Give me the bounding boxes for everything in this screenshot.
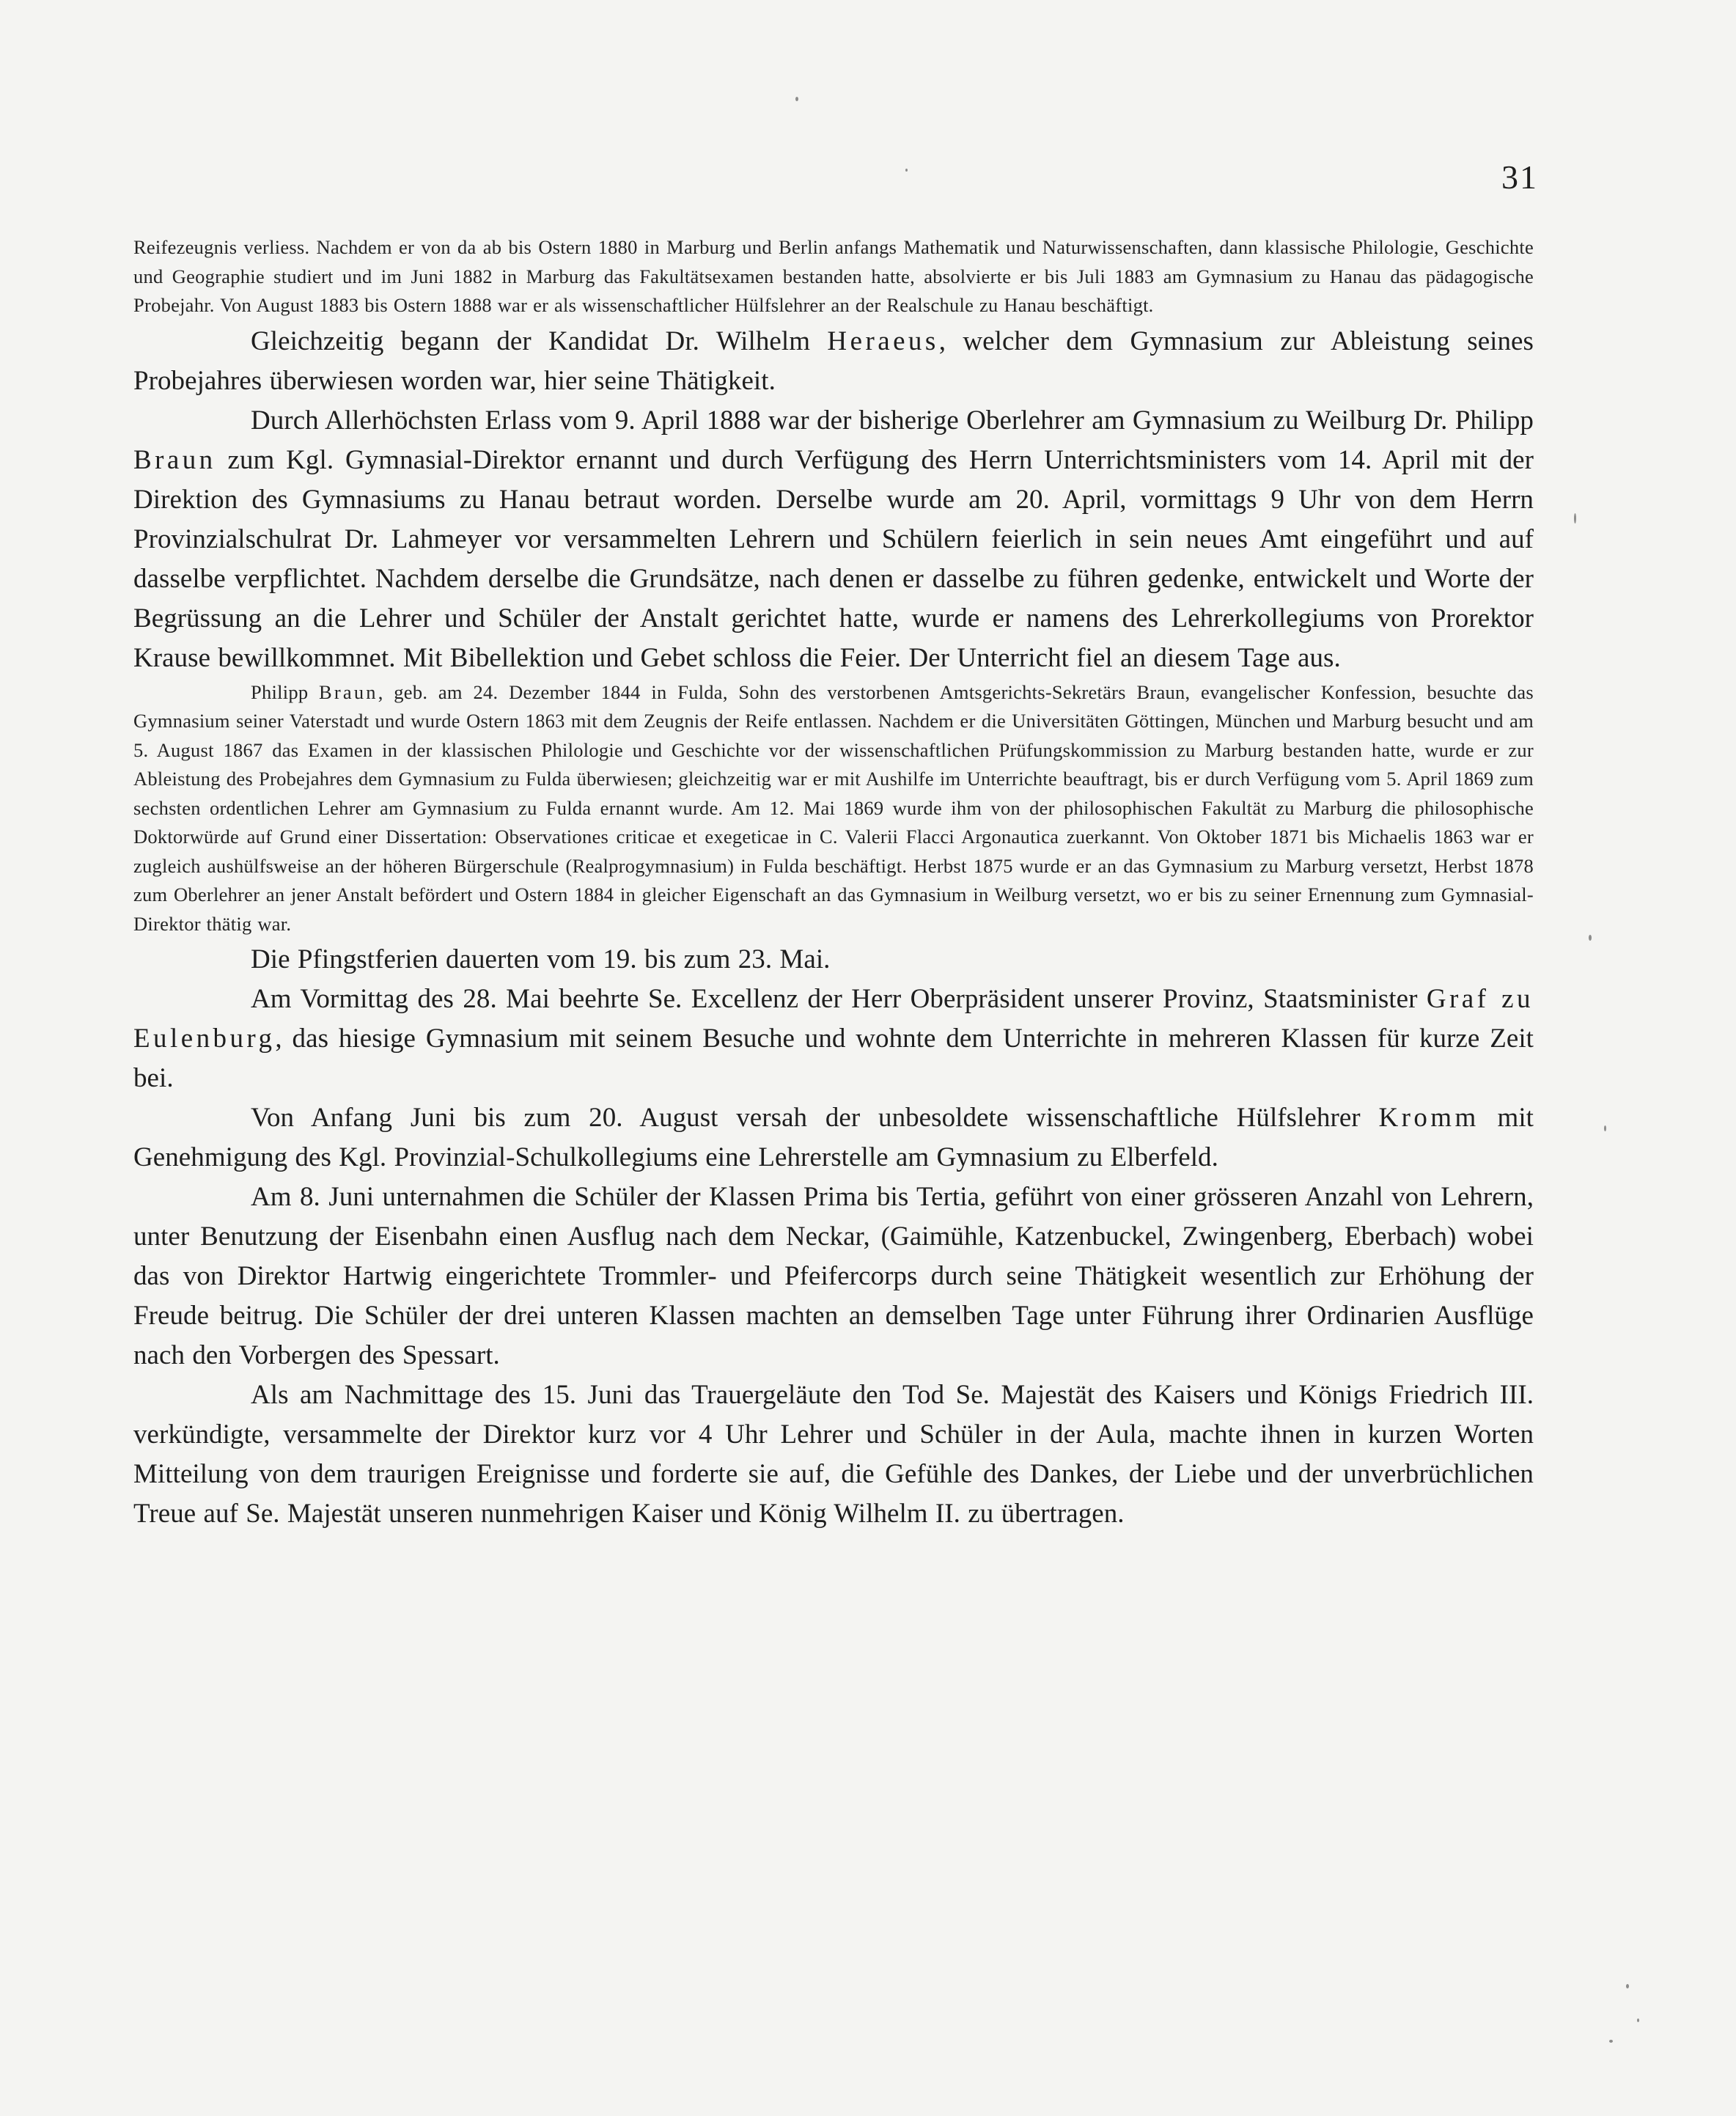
- paragraph-heraeus: [133, 322, 1534, 401]
- paragraph-director-appointment: [133, 401, 1534, 678]
- text-segment: Gleichzeitig begann der Kandidat Dr. Wilhelm: [251, 326, 828, 356]
- text-segment: , das hiesige Gymnasium mit seinem Besuche und wohnte dem Unterrichte in mehreren Klassen für kurze Zeit bei.: [133, 1024, 1534, 1093]
- paragraph-visit-eulenburg: [133, 980, 1534, 1098]
- scan-speck: [1589, 935, 1592, 941]
- scan-speck: [1609, 2040, 1613, 2043]
- biography-paragraph: [133, 678, 1534, 939]
- paragraph-pfingstferien: [133, 940, 1534, 980]
- text-segment: mit Genehmigung des Kgl. Provinzial-Schulkollegiums eine Lehrerstelle am Gymnasium zu Elberfeld.: [133, 1103, 1534, 1172]
- scan-speck: [795, 97, 798, 101]
- page-body: [133, 233, 1534, 1534]
- name-heraeus: Heraeus: [827, 326, 939, 356]
- scan-speck: [905, 169, 908, 172]
- text-segment: zum Kgl. Gymnasial-Direktor ernannt und durch Verfügung des Herrn Unterrichtsministers vom 14. April mit der Direktion des Gymnasiums zu Hanau betraut worden. Derselbe wurde am 20. April, vormittags 9 Uhr von dem Herrn Provinzialschulrat Dr. Lahmeyer vor versammelten Lehrern und Schülern feierlich in sein neues Amt eingeführt und auf dasselbe verpflichtet. Nachdem derselbe die Grundsätze, nach denen er dasselbe zu führen gedenke, entwickelt und Worte der Begrüssung an die Lehrer und Schüler der Anstalt gerichtet hatte, wurde er namens des Lehrerkollegiums von Prorektor Krause bewillkommnet. Mit Bibellektion und Gebet schloss die Feier. Der Unterricht fiel an diesem Tage aus.: [133, 444, 1534, 673]
- text-segment: Philipp: [251, 680, 320, 703]
- name-eulenburg: Graf zu Eulenburg: [133, 984, 1534, 1054]
- paragraph-mourning: [133, 1375, 1534, 1534]
- scan-speck: [1626, 1984, 1629, 1988]
- text-segment: Als am Nachmittage des 15. Juni das Trauergeläute den Tod Se. Majestät des Kaisers und Königs Friedrich III. verkündigte, versammelte der Direktor kurz vor 4 Uhr Lehrer und Schüler in der Aula, machte ihnen in kurzen Worten Mitteilung von dem traurigen Ereignisse und forderte sie auf, die Gefühle des Dankes, der Liebe und der unverbrüchlichen Treue auf Se. Majestät unseren nunmehrigen Kaiser und König Wilhelm II. zu übertragen.: [133, 1380, 1534, 1529]
- text-segment: Die Pfingstferien dauerten vom 19. bis zum 23. Mai.: [251, 944, 831, 974]
- text-segment: Von Anfang Juni bis zum 20. August versah der unbesoldete wissenschaftliche Hülfslehrer: [251, 1103, 1379, 1133]
- paragraph-kromm: [133, 1098, 1534, 1178]
- text-segment: , welcher dem Gymnasium zur Ableistung seines Probejahres überwiesen worden war, hier seine Thätigkeit.: [133, 326, 1534, 396]
- text-segment: Am 8. Juni unternahmen die Schüler der Klassen Prima bis Tertia, geführt von einer grösseren Anzahl von Lehrern, unter Benutzung der Eisenbahn einen Ausflug nach dem Neckar, (Gaimühle, Katzenbuckel, Zwingenberg, Eberbach) wobei das von Direktor Hartwig eingerichtete Trommler- und Pfeifercorps durch seine Thätigkeit wesentlich zur Erhöhung der Freude beitrug. Die Schüler der drei unteren Klassen machten an demselben Tage unter Führung ihrer Ordinarien Ausflüge nach den Vorbergen des Spessart.: [133, 1182, 1534, 1370]
- text-segment: Reifezeugnis verliess. Nachdem er von da ab bis Ostern 1880 in Marburg und Berlin anfangs Mathematik und Naturwissenschaften, dann klassische Philologie, Geschichte und Geographie studiert und im Juni 1882 in Marburg das Fakultätsexamen bestanden hatte, absolvierte er bis Juli 1883 am Gymnasium zu Hanau das pädagogische Probejahr. Von August 1883 bis Ostern 1888 war er als wissenschaftlicher Hülfslehrer an der Realschule zu Hanau beschäftigt.: [133, 236, 1534, 316]
- paragraph-excursion: [133, 1178, 1534, 1375]
- text-segment: Am Vormittag des 28. Mai beehrte Se. Excellenz der Herr Oberpräsident unserer Provinz, Staatsminister: [251, 984, 1427, 1014]
- continuation-paragraph: [133, 233, 1534, 320]
- name-braun-bio: Braun: [319, 680, 378, 703]
- page-number: 31: [1501, 158, 1538, 196]
- name-braun: Braun: [133, 444, 216, 475]
- name-kromm: Kromm: [1378, 1103, 1479, 1133]
- scan-speck: [1574, 513, 1576, 524]
- scan-speck: [1637, 2018, 1639, 2022]
- scan-speck: [1604, 1125, 1606, 1131]
- text-segment: , geb. am 24. Dezember 1844 in Fulda, Sohn des verstorbenen Amtsgerichts-Sekretärs Braun, evangelischer Konfession, besuchte das Gymnasium seiner Vaterstadt und wurde Ostern 1863 mit dem Zeugnis der Reife entlassen. Nachdem er die Universitäten Göttingen, München und Marburg besucht und am 5. August 1867 das Examen in der klassischen Philologie und Geschichte vor der wissenschaftlichen Prüfungskommission zu Marburg bestanden hatte, wurde er zur Ableistung des Probejahres dem Gymnasium zu Fulda überwiesen; gleichzeitig war er mit Aushilfe im Unterrichte beauftragt, bis er durch Verfügung vom 5. April 1869 zum sechsten ordentlichen Lehrer am Gymnasium zu Fulda ernannt wurde. Am 12. Mai 1869 wurde ihm von der philosophischen Fakultät zu Marburg die philosophische Doktorwürde auf Grund einer Dissertation: Observationes criticae et exegeticae in C. Valerii Flacci Argonautica zuerkannt. Von Oktober 1871 bis Michaelis 1863 war er zugleich aushülfsweise an der höheren Bürgerschule (Realprogymnasium) in Fulda beschäftigt. Herbst 1875 wurde er an das Gymnasium zu Marburg versetzt, Herbst 1878 zum Oberlehrer an jener Anstalt befördert und Ostern 1884 in gleicher Eigenschaft an das Gymnasium in Weilburg versetzt, wo er bis zu seiner Ernennung zum Gymnasial-Direktor thätig war.: [133, 680, 1534, 935]
- text-segment: Durch Allerhöchsten Erlass vom 9. April 1888 war der bisherige Oberlehrer am Gymnasium zu Weilburg Dr. Philipp: [251, 405, 1534, 436]
